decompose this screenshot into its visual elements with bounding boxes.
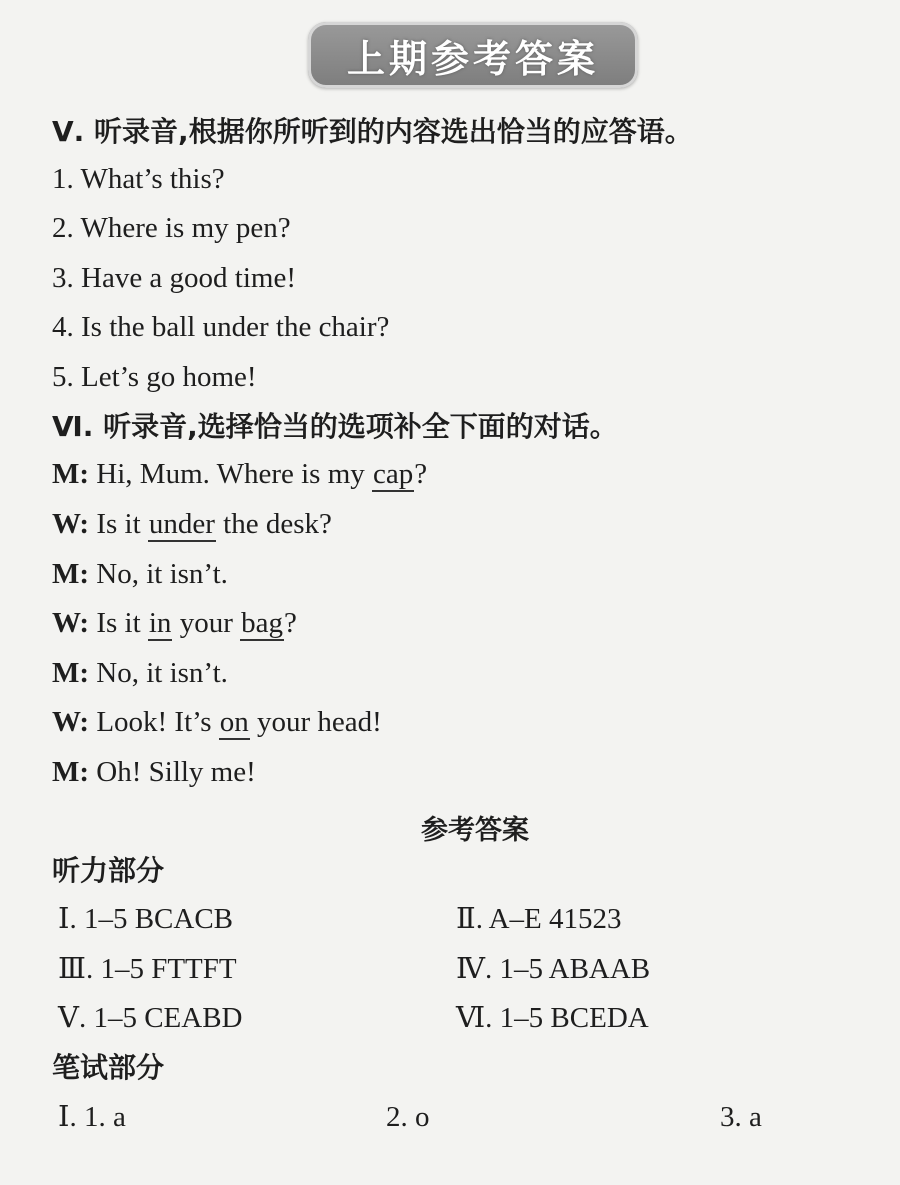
listening-answer: Ⅲ. 1–5 FTTFT	[58, 953, 237, 985]
listening-answer: Ⅴ. 1–5 CEABD	[58, 1002, 243, 1034]
dialogue-text: ?	[414, 458, 428, 490]
listening-answer: Ⅰ. 1–5 BCACB	[58, 903, 234, 935]
section-5-item: 1. What’s this?	[52, 163, 225, 195]
dialogue-line	[52, 659, 228, 688]
written-answer: 3. a	[720, 1101, 762, 1133]
dialogue-text: your head!	[249, 706, 382, 738]
dialogue-line	[52, 510, 332, 539]
dialogue-text: No, it isn’t.	[89, 558, 228, 590]
section-5-item: 2. Where is my pen?	[52, 212, 291, 244]
dialogue-text: Is it	[89, 607, 148, 639]
dialogue-line	[52, 758, 256, 787]
listening-answer: Ⅵ. 1–5 BCEDA	[456, 1002, 649, 1034]
answer-key-title: 参考答案	[421, 815, 529, 846]
speaker-label: M:	[52, 458, 90, 490]
filled-blank: on	[219, 706, 249, 738]
speaker-label: M:	[52, 657, 90, 689]
listening-answer: Ⅱ. A–E 41523	[456, 903, 622, 935]
speaker-label: W:	[52, 607, 90, 639]
dialogue-text: the desk?	[215, 508, 332, 540]
section-5-heading: Ⅴ. 听录音,根据你所听到的内容选出恰当的应答语。	[52, 115, 693, 148]
section-5-item: 3. Have a good time!	[52, 262, 297, 294]
written-answer: 2. o	[386, 1101, 430, 1133]
speaker-label: W:	[52, 508, 90, 540]
dialogue-line	[52, 560, 228, 589]
speaker-label: M:	[52, 756, 90, 788]
section-5-item: 4. Is the ball under the chair?	[52, 311, 390, 343]
dialogue-text: ?	[283, 607, 297, 639]
section-5-item: 5. Let’s go home!	[52, 361, 257, 393]
dialogue-text: Oh! Silly me!	[89, 756, 256, 788]
listening-answer: Ⅳ. 1–5 ABAAB	[456, 953, 651, 985]
dialogue-text: Hi, Mum. Where is my	[89, 458, 373, 490]
section-6-heading: Ⅵ. 听录音,选择恰当的选项补全下面的对话。	[52, 410, 618, 443]
filled-blank: in	[148, 607, 172, 639]
written-answer: Ⅰ. 1. a	[58, 1101, 126, 1133]
dialogue-text: your	[172, 607, 241, 639]
dialogue-text: No, it isn’t.	[89, 657, 228, 689]
dialogue-line	[52, 708, 382, 737]
listening-heading: 听力部分	[52, 854, 165, 887]
dialogue-line	[52, 609, 297, 638]
speaker-label: W:	[52, 706, 90, 738]
previous-answers-banner	[308, 22, 638, 88]
written-heading: 笔试部分	[52, 1051, 165, 1084]
filled-blank: under	[148, 508, 215, 540]
filled-blank: bag	[241, 607, 283, 639]
banner-title: 上期参考答案	[346, 36, 599, 81]
dialogue-text: Is it	[89, 508, 148, 540]
filled-blank: cap	[373, 458, 414, 490]
dialogue-text: Look! It’s	[89, 706, 219, 738]
speaker-label: M:	[52, 558, 90, 590]
dialogue-line	[52, 460, 427, 489]
